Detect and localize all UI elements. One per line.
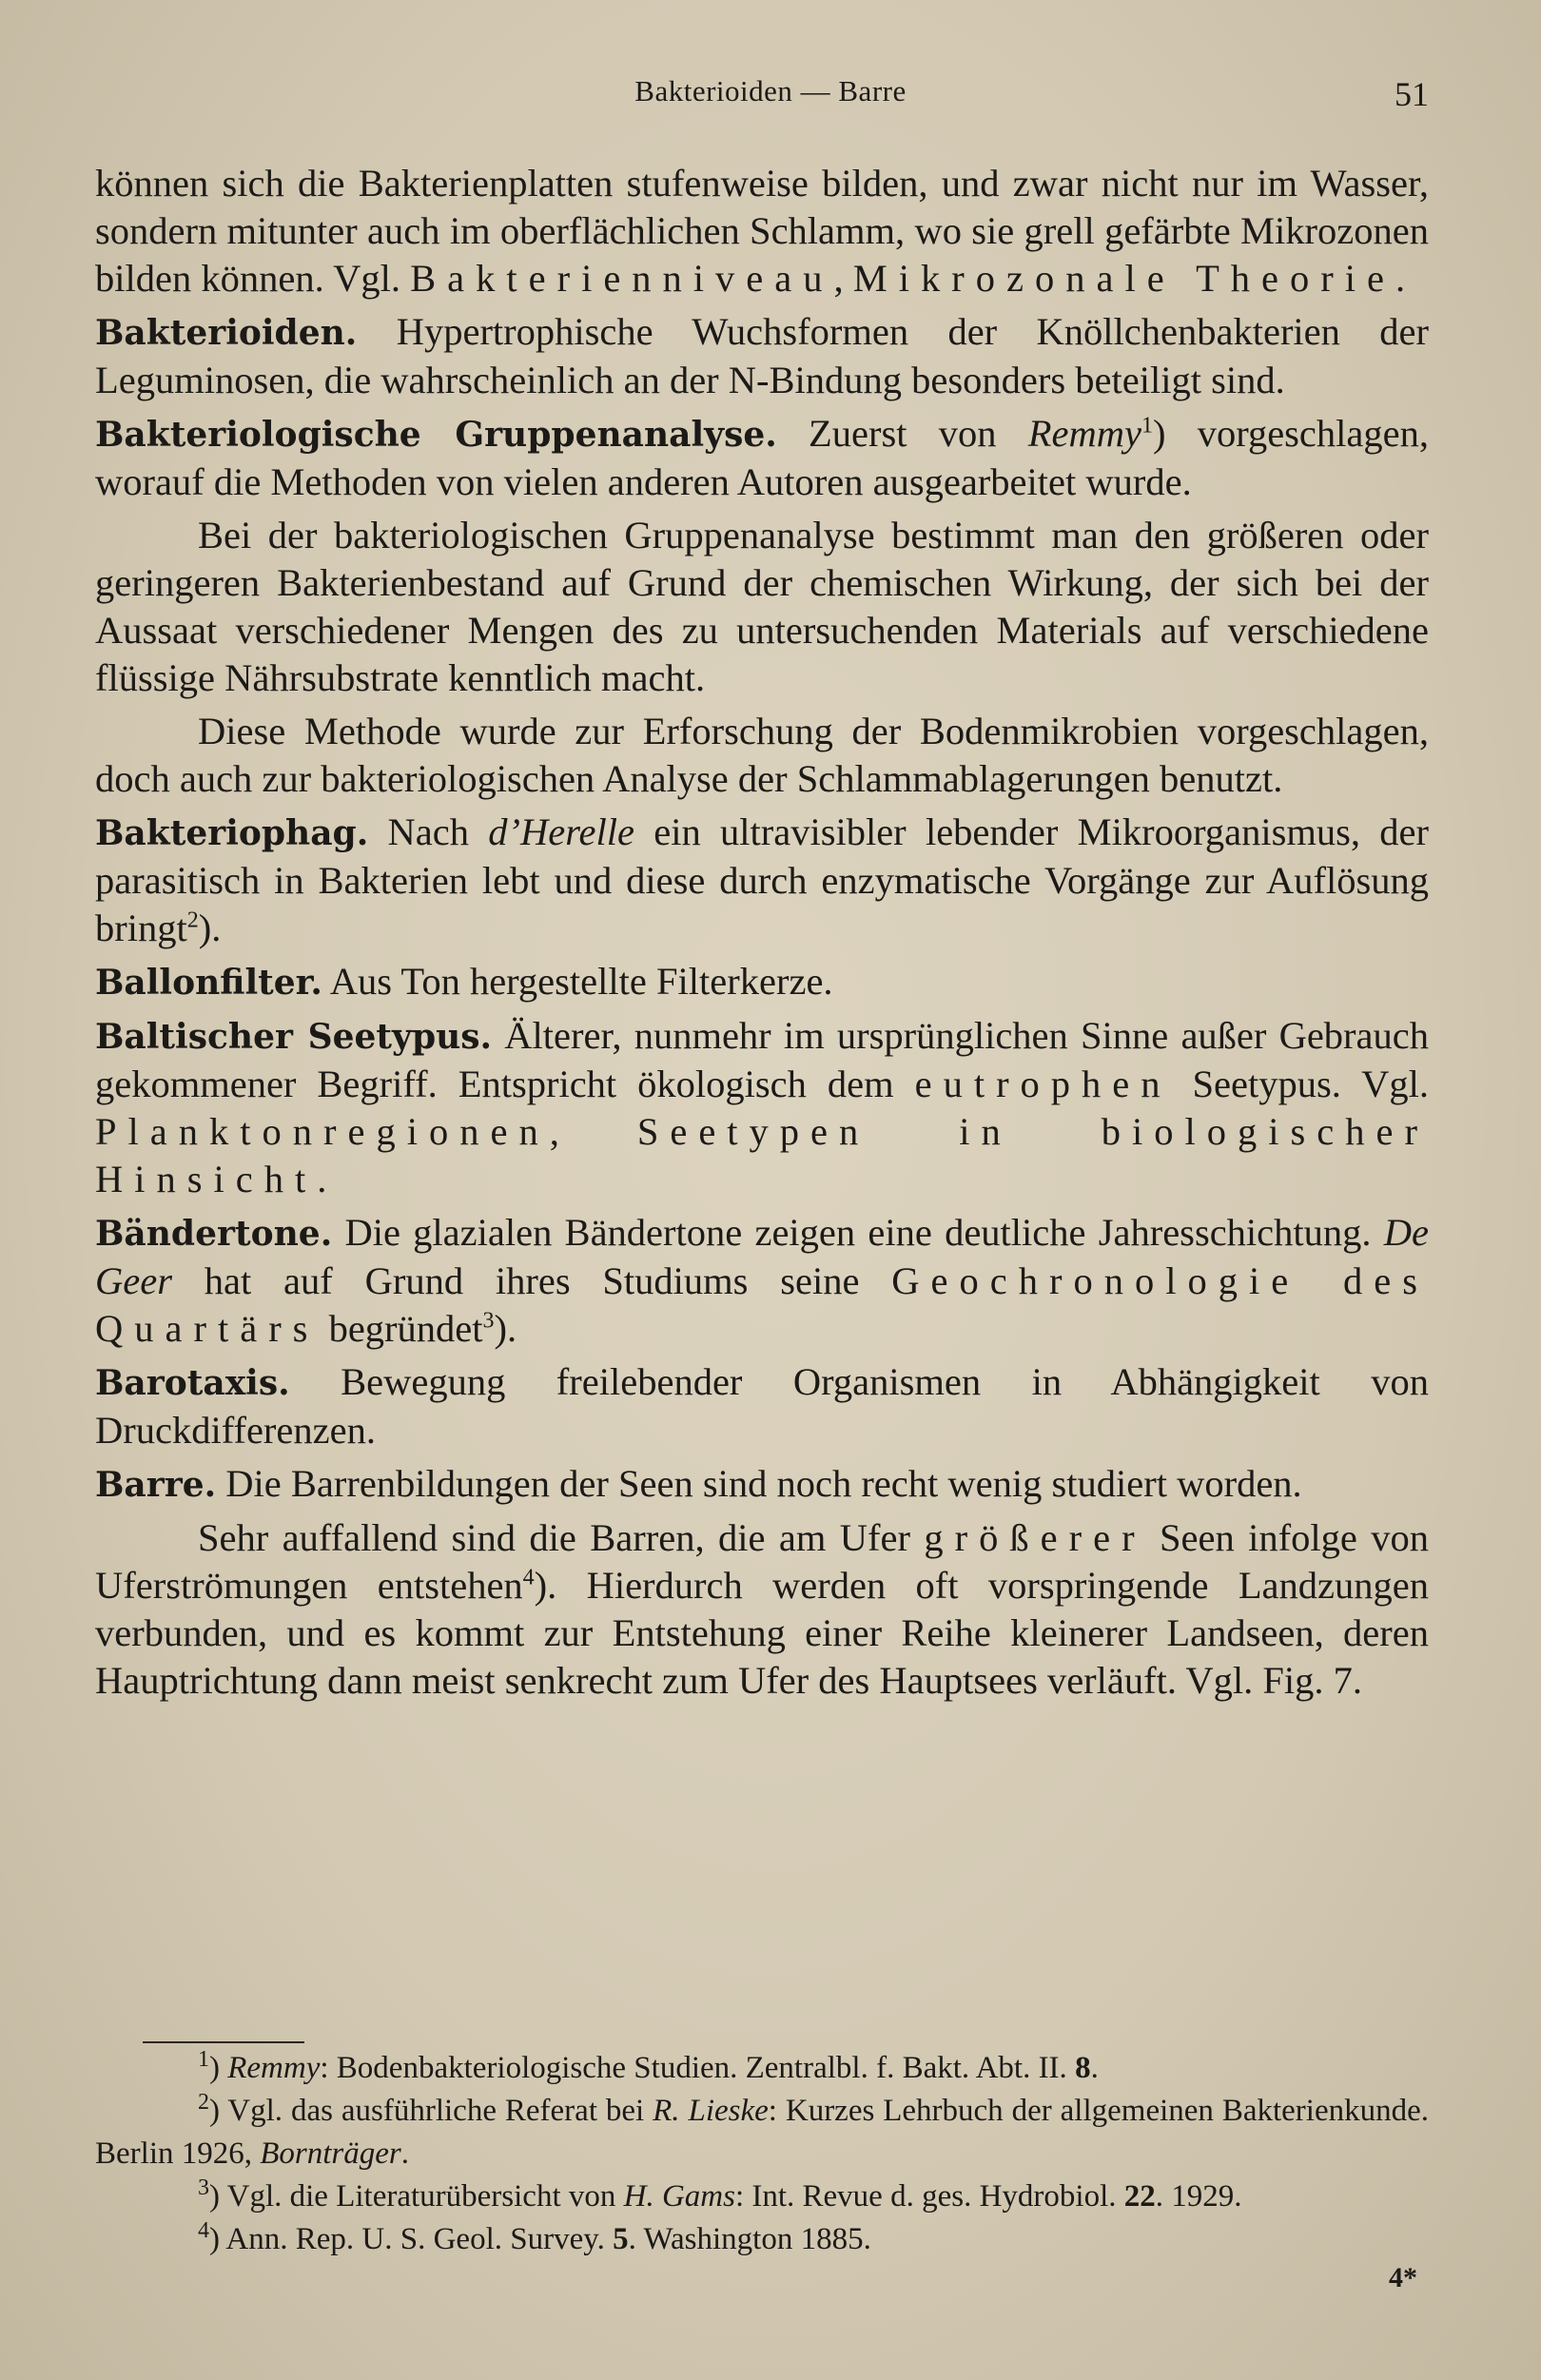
footnotes: [95, 2047, 1429, 2261]
text-run: : Kurzes Lehrbuch der allgemeinen Bakterienkunde. Berlin 1926,: [95, 2094, 1429, 2171]
footnote: [95, 2090, 1429, 2175]
author-name: Remmy: [1027, 412, 1141, 455]
volume-number: 5: [613, 2222, 629, 2256]
text-run: Bei der bakteriologischen Gruppenanalyse bestimmt man den größeren oder geringeren Bakterienbestand auf Grund der chemischen Wirkung, der sich bei der Aussaat verschiedener Mengen des zu untersuchenden Materials auf verschiedene flüssige Nährsubstrate kenntlich macht.: [95, 514, 1429, 699]
author-name: De Geer: [95, 1211, 1429, 1302]
text-run: Diese Methode wurde zur Erforschung der Bodenmikrobien vorgeschlagen, doch auch zur bakteriologischen Analyse der Schlammablagerungen benutzt.: [95, 710, 1429, 800]
text-run: können sich die Bakterienplatten stufenweise bilden, und zwar nicht nur im Wasser, sondern mitunter auch im oberflächlichen Schlamm, wo sie grell gefärbte Mikrozonen bilden können. Vgl.: [95, 162, 1429, 300]
text-run: .: [1090, 2051, 1099, 2085]
text-run: Die glazialen Bändertone zeigen eine deutliche Jahresschichtung.: [332, 1211, 1384, 1254]
footnote-ref: 4: [522, 1565, 535, 1590]
page-number: 51: [1395, 75, 1429, 113]
text-run: ) Vgl. die Literaturübersicht von: [209, 2179, 624, 2214]
footnote-ref: 2: [186, 907, 199, 933]
footnote-ref: 1: [198, 2047, 209, 2072]
text-run: ) Vgl. das ausführliche Referat bei: [209, 2094, 653, 2128]
text-run: ein ultravisibler lebender Mikroorganismus, der parasitisch in Bakterien lebt und diese durch enzymatische Vorgänge zur Auflösung bringt: [95, 810, 1430, 949]
entry-keyword: Bakteriophag.: [95, 813, 369, 853]
footnote: [95, 2175, 1429, 2218]
text-run: .: [317, 1158, 327, 1200]
entry-keyword: Bakterioiden.: [95, 313, 358, 353]
entry-keyword: Baltischer Seetypus.: [95, 1017, 493, 1057]
volume-number: 22: [1123, 2179, 1156, 2214]
body-text: [95, 160, 1429, 1710]
entry-keyword: Barotaxis.: [95, 1363, 290, 1403]
volume-number: 8: [1075, 2051, 1091, 2085]
text-run: Zuerst von: [776, 412, 1028, 455]
dictionary-entry: [95, 1358, 1429, 1454]
entry-keyword: Barre.: [95, 1465, 217, 1505]
text-run: Hypertrophische Wuchsformen der Knöllchenbakterien der Leguminosen, die wahrscheinlich an der N-Bindung besonders beteiligt sind.: [95, 310, 1429, 401]
footnote-ref: 4: [198, 2218, 209, 2243]
footnote-ref: 1: [1141, 413, 1153, 439]
text-run: Seen infolge von Uferströmungen entstehen: [95, 1516, 1429, 1607]
text-run: ) vorgeschlagen, worauf die Methoden von vielen anderen Autoren ausgearbeitet wurde.: [95, 412, 1429, 503]
paragraph: [95, 1514, 1429, 1705]
text-run: ) Ann. Rep. U. S. Geol. Survey.: [209, 2222, 614, 2256]
entry-keyword: Bakteriologische Gruppenanalyse.: [95, 415, 777, 455]
text-run: ): [209, 2051, 228, 2085]
dictionary-entry: [95, 410, 1429, 506]
text-run: .: [1395, 257, 1406, 300]
text-run: .: [400, 2136, 409, 2171]
text-run: . Washington 1885.: [628, 2222, 871, 2256]
text-run: ,: [549, 1110, 637, 1153]
text-run: Aus Ton hergestellte Filterkerze.: [322, 960, 833, 1003]
author-name: Remmy: [227, 2051, 321, 2085]
paragraph: [95, 512, 1429, 702]
text-run: ).: [198, 907, 222, 949]
footnote: [95, 2218, 1429, 2261]
text-run: : Int. Revue d. ges. Hydrobiol.: [734, 2179, 1124, 2214]
entry-keyword: Bändertone.: [95, 1214, 333, 1254]
spaced-term: eutrophen: [914, 1063, 1172, 1105]
footnote-ref: 3: [198, 2175, 209, 2200]
footnote: [95, 2047, 1429, 2090]
text-run: begründet: [319, 1307, 483, 1350]
author-name: R. Lieske: [653, 2094, 769, 2128]
dictionary-entry: [95, 1209, 1429, 1353]
paragraph: [95, 708, 1429, 803]
spaced-term: größerer: [924, 1516, 1146, 1559]
spaced-term: Planktonregionen: [95, 1110, 550, 1153]
paragraph: [95, 160, 1429, 302]
signature-mark: 4*: [1389, 2262, 1417, 2293]
text-run: : Bodenbakteriologische Studien. Zentralbl. f. Bakt. Abt. II.: [320, 2051, 1076, 2085]
text-run: Nach: [368, 810, 489, 853]
text-run: hat auf Grund ihres Studiums seine: [171, 1259, 892, 1302]
author-name: Bornträger: [260, 2136, 401, 2171]
running-head: Bakterioiden — Barre: [634, 74, 907, 107]
text-run: Die Barrenbildungen der Seen sind noch recht wenig studiert worden.: [216, 1462, 1302, 1505]
text-run: ).: [494, 1307, 517, 1350]
spaced-term: Geochronologie des Quartärs: [95, 1259, 1429, 1350]
spaced-term: Bakterienniveau: [410, 257, 834, 300]
entry-keyword: Ballonfilter.: [95, 963, 322, 1003]
spaced-term: Mikrozonale Theorie: [852, 257, 1396, 300]
footnote-ref: 2: [198, 2090, 209, 2115]
footnote-ref: 3: [482, 1308, 495, 1334]
text-run: Bewegung freilebender Organismen in Abhängigkeit von Druckdifferenzen.: [95, 1360, 1429, 1452]
dictionary-entry: [95, 1460, 1429, 1509]
author-name: d’Herelle: [488, 810, 634, 853]
dictionary-entry: [95, 1012, 1429, 1203]
text-run: Seetypus. Vgl.: [1171, 1063, 1430, 1105]
spaced-term: Seetypen in biologischer Hinsicht: [95, 1110, 1429, 1200]
text-run: Älterer, nunmehr im ursprünglichen Sinne außer Gebrauch gekommener Begriff. Entspricht ökologisch dem: [95, 1014, 1430, 1105]
text-run: . 1929.: [1155, 2179, 1242, 2214]
author-name: H. Gams: [623, 2179, 735, 2214]
text-run: Sehr auffallend sind die Barren, die am Ufer: [198, 1516, 925, 1559]
text-run: ,: [833, 257, 853, 300]
text-run: ). Hierdurch werden oft vorspringende Landzungen verbunden, und es kommt zur Entstehung einer Reihe kleinerer Landseen, deren Hauptrichtung dann meist senkrecht zum Ufer des Hauptsees verläuft. Vgl. Fig. 7.: [95, 1564, 1429, 1702]
footnote-rule: [143, 2041, 304, 2043]
dictionary-entry: [95, 308, 1429, 404]
dictionary-entry: [95, 809, 1429, 952]
dictionary-entry: [95, 958, 1429, 1006]
